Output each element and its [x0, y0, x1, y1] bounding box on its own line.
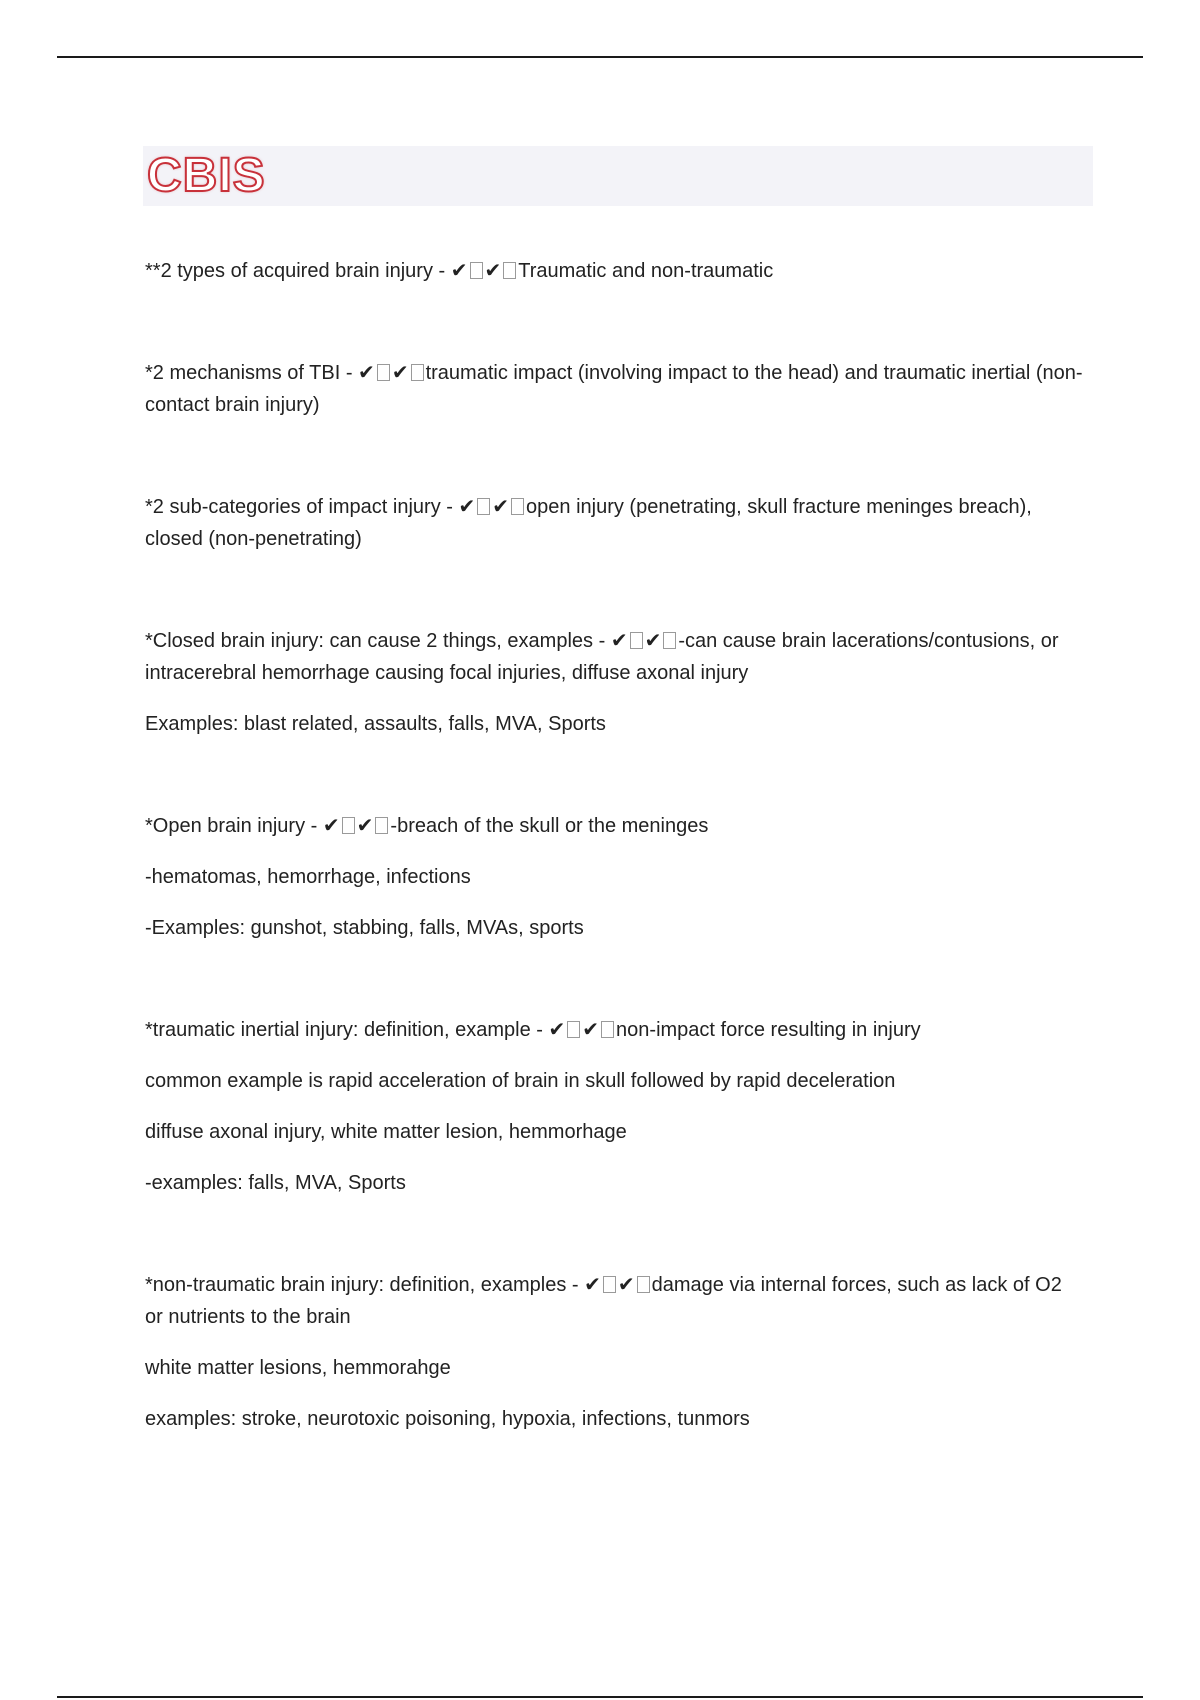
- question-answer-line: [145, 357, 1085, 421]
- question-answer-line: [145, 491, 1085, 555]
- check-icon: ✔: [582, 1019, 600, 1041]
- missing-glyph-box-icon: [601, 1021, 614, 1038]
- missing-glyph-box-icon: [477, 498, 490, 515]
- check-icon: ✔: [484, 260, 502, 282]
- check-icon: ✔: [548, 1019, 566, 1041]
- flashcard-entry: [145, 625, 1085, 740]
- answer-text: traumatic impact (involving impact to the head) and traumatic inertial (non-contact brain injury): [145, 362, 1083, 416]
- question-answer-line: [145, 1269, 1085, 1333]
- check-icon: ✔: [358, 362, 375, 384]
- check-icon: ✔: [617, 1274, 635, 1296]
- footer-rule: [57, 1696, 1143, 1698]
- question-text: *non-traumatic brain injury: definition, examples: [145, 1274, 567, 1296]
- question-text: *Open brain injury: [145, 815, 306, 837]
- separator: -: [566, 1274, 585, 1296]
- missing-glyph-box-icon: [470, 262, 483, 279]
- flashcard-list: [145, 255, 1085, 1505]
- check-icon: ✔: [322, 815, 340, 837]
- question-text: **2 types of acquired brain injury: [145, 260, 433, 282]
- question-text: *traumatic inertial injury: definition, example: [145, 1019, 531, 1041]
- answer-text: open injury (penetrating, skull fracture meninges breach), closed (non-penetrating): [145, 496, 1032, 550]
- check-icon: ✔: [492, 496, 510, 518]
- missing-glyph-box-icon: [377, 364, 390, 381]
- flashcard-entry: [145, 357, 1085, 421]
- detail-line: examples: stroke, neurotoxic poisoning, hypoxia, infections, tunmors: [145, 1408, 750, 1430]
- flashcard-entry: [145, 1014, 1085, 1199]
- separator: -: [340, 362, 359, 384]
- missing-glyph-box-icon: [342, 817, 355, 834]
- flashcard-entry: [145, 255, 1085, 287]
- detail-line: common example is rapid acceleration of brain in skull followed by rapid deceleration: [145, 1070, 896, 1092]
- detail-line: -Examples: gunshot, stabbing, falls, MVAs, sports: [145, 917, 584, 939]
- answer-text: damage via internal forces, such as lack of O2 or nutrients to the brain: [145, 1274, 1062, 1328]
- missing-glyph-box-icon: [411, 364, 424, 381]
- check-icon: ✔: [356, 815, 374, 837]
- separator: -: [305, 815, 323, 837]
- missing-glyph-box-icon: [603, 1276, 616, 1293]
- check-icon: ✔: [391, 362, 409, 384]
- missing-glyph-box-icon: [511, 498, 524, 515]
- detail-line: white matter lesions, hemmorahge: [145, 1357, 451, 1379]
- check-icon: ✔: [584, 1274, 601, 1296]
- answer-text: Traumatic and non-traumatic: [518, 260, 774, 282]
- detail-line: -examples: falls, MVA, Sports: [145, 1172, 406, 1194]
- answer-text: non-impact force resulting in injury: [616, 1019, 921, 1041]
- check-icon: ✔: [450, 260, 468, 282]
- missing-glyph-box-icon: [567, 1021, 580, 1038]
- header-rule: [57, 56, 1143, 58]
- answer-text: -can cause brain lacerations/contusions, or intracerebral hemorrhage causing focal injuries, diffuse axonal injury: [145, 630, 1059, 684]
- answer-text: -breach of the skull or the meninges: [390, 815, 709, 837]
- separator: -: [440, 496, 459, 518]
- missing-glyph-box-icon: [637, 1276, 650, 1293]
- question-text: *2 sub-categories of impact injury: [145, 496, 441, 518]
- flashcard-entry: [145, 491, 1085, 555]
- detail-line: diffuse axonal injury, white matter lesion, hemmorhage: [145, 1121, 627, 1143]
- separator: -: [432, 260, 451, 282]
- question-answer-line: [145, 625, 1085, 689]
- separator: -: [530, 1019, 549, 1041]
- missing-glyph-box-icon: [630, 632, 643, 649]
- document-title: CBIS: [147, 149, 266, 202]
- question-answer-line: [145, 1014, 1085, 1046]
- question-answer-line: [145, 810, 1085, 842]
- check-icon: ✔: [644, 630, 662, 652]
- missing-glyph-box-icon: [663, 632, 676, 649]
- flashcard-entry: [145, 1269, 1085, 1435]
- check-icon: ✔: [458, 496, 476, 518]
- detail-line: -hematomas, hemorrhage, infections: [145, 866, 471, 888]
- detail-line: Examples: blast related, assaults, falls, MVA, Sports: [145, 713, 606, 735]
- separator: -: [593, 630, 611, 652]
- question-text: *2 mechanisms of TBI: [145, 362, 341, 384]
- missing-glyph-box-icon: [375, 817, 388, 834]
- missing-glyph-box-icon: [503, 262, 516, 279]
- flashcard-entry: [145, 810, 1085, 944]
- title-banner: [143, 146, 1093, 206]
- question-text: *Closed brain injury: can cause 2 things, examples: [145, 630, 594, 652]
- check-icon: ✔: [610, 630, 628, 652]
- question-answer-line: [145, 255, 1085, 287]
